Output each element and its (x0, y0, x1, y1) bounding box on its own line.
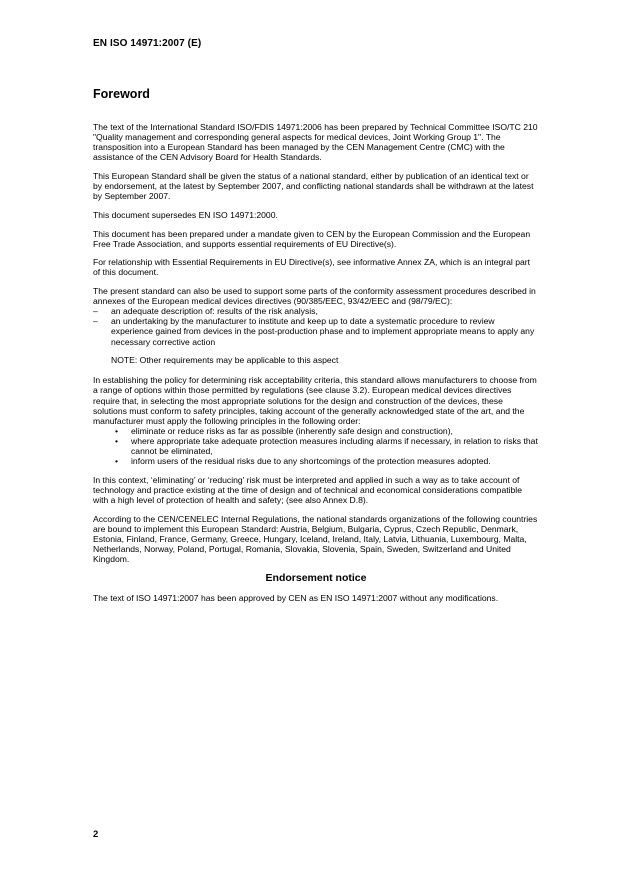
foreword-paragraph-7: In establishing the policy for determining risk acceptability criteria, this standard allows manufacturers to choose from a range of options within those permitted by regulations (see clause 3.2). European medical devices directives require that, in selecting the most appropriate solutions for the design and construction of the devices, these solutions must conform to safety principles, taking account of the generally acknowledged state of the art, and the manufacturer must apply the following principles in the following order: (93, 375, 537, 426)
foreword-paragraph-9: According to the CEN/CENELEC Internal Regulations, the national standards organizations of the following countries are bound to implement this European Standard: Austria, Belgium, Bulgaria, Cyprus, Czech Republic, Denmark, Estonia, Finland, France, Germany, Greece, Hungary, Iceland, Ireland, Italy, Latvia, Lithuania, Luxembourg, Malta, Netherlands, Norway, Poland, Portugal, Romania, Slovakia, Slovenia, Spain, Sweden, Switzerland and United Kingdom. (93, 513, 538, 565)
dash-marker: – (93, 316, 98, 327)
bullet-item-text: inform users of the residual risks due to any shortcomings of the protection measures adopted. (131, 456, 491, 467)
bullet-marker: • (115, 425, 119, 436)
foreword-paragraph-3: This document supersedes EN ISO 14971:2000. (93, 209, 278, 220)
dash-marker: – (93, 306, 98, 317)
page-number: 2 (93, 829, 99, 840)
foreword-paragraph-6: The present standard can also be used to support some parts of the conformity assessment procedures described in annexes of the European medical devices directives (90/385/EEC, 93/42/EEC and (98/79/EC): (93, 286, 536, 307)
endorsement-text: The text of ISO 14971:2007 has been approved by CEN as EN ISO 14971:2007 without any modifications. (93, 592, 499, 603)
bullet-item-text: where appropriate take adequate protection measures including alarms if necessary, in relation to risks that cannot be eliminated, (131, 435, 538, 456)
dash-list-item (93, 316, 539, 346)
note-text: NOTE: Other requirements may be applicable to this aspect (111, 355, 339, 366)
dash-item-text: an undertaking by the manufacturer to institute and keep up to date a systematic procedure to review experience gained from devices in the post-production phase and to implement appropriate means to apply any necessary corrective action (111, 316, 535, 347)
bullet-marker: • (115, 435, 119, 446)
bullet-list-item (93, 426, 539, 436)
bullet-item-text: eliminate or reduce risks as far as possible (inherently safe design and construction), (131, 425, 453, 436)
foreword-heading: Foreword (93, 87, 150, 101)
conformity-dash-list (93, 306, 539, 346)
bullet-list-item (93, 456, 539, 466)
foreword-body (93, 122, 539, 612)
principles-bullet-list (93, 426, 539, 466)
endorsement-heading: Endorsement notice (265, 571, 367, 584)
foreword-paragraph-1: The text of the International Standard ISO/FDIS 14971:2006 has been prepared by Technical Committee ISO/TC 210 "Quality management and corresponding general aspects for medical devices, Joint Working Group 1". The transposition into a European Standard has been managed by the CEN Management Centre (CMC) with the assistance of the CEN Advisory Board for Health Standards. (93, 122, 538, 163)
dash-item-text: an adequate description of: results of the risk analysis, (111, 306, 318, 317)
document-header: EN ISO 14971:2007 (E) (93, 38, 202, 49)
foreword-paragraph-2: This European Standard shall be given the status of a national standard, either by publication of an identical text or by endorsement, at the latest by September 2007, and conflicting national standards shall be withdrawn at the latest by September 2007. (93, 170, 534, 202)
foreword-paragraph-4: This document has been prepared under a mandate given to CEN by the European Commission and the European Free Trade Association, and supports essential requirements of EU Directive(s). (93, 228, 531, 249)
bullet-marker: • (115, 456, 119, 467)
dash-list-item (93, 306, 539, 316)
bullet-list-item (93, 436, 539, 456)
foreword-paragraph-8: In this context, ‘eliminating’ or ‘reducing’ risk must be interpreted and applied in such a way as to take account of technology and practice existing at the time of design and of technical and economical considerations compatible with a high level of protection of health and safety; (see also Annex D.8). (93, 474, 522, 505)
foreword-paragraph-5: For relationship with Essential Requirements in EU Directive(s), see informative Annex ZA, which is an integral part of this document. (93, 257, 531, 278)
